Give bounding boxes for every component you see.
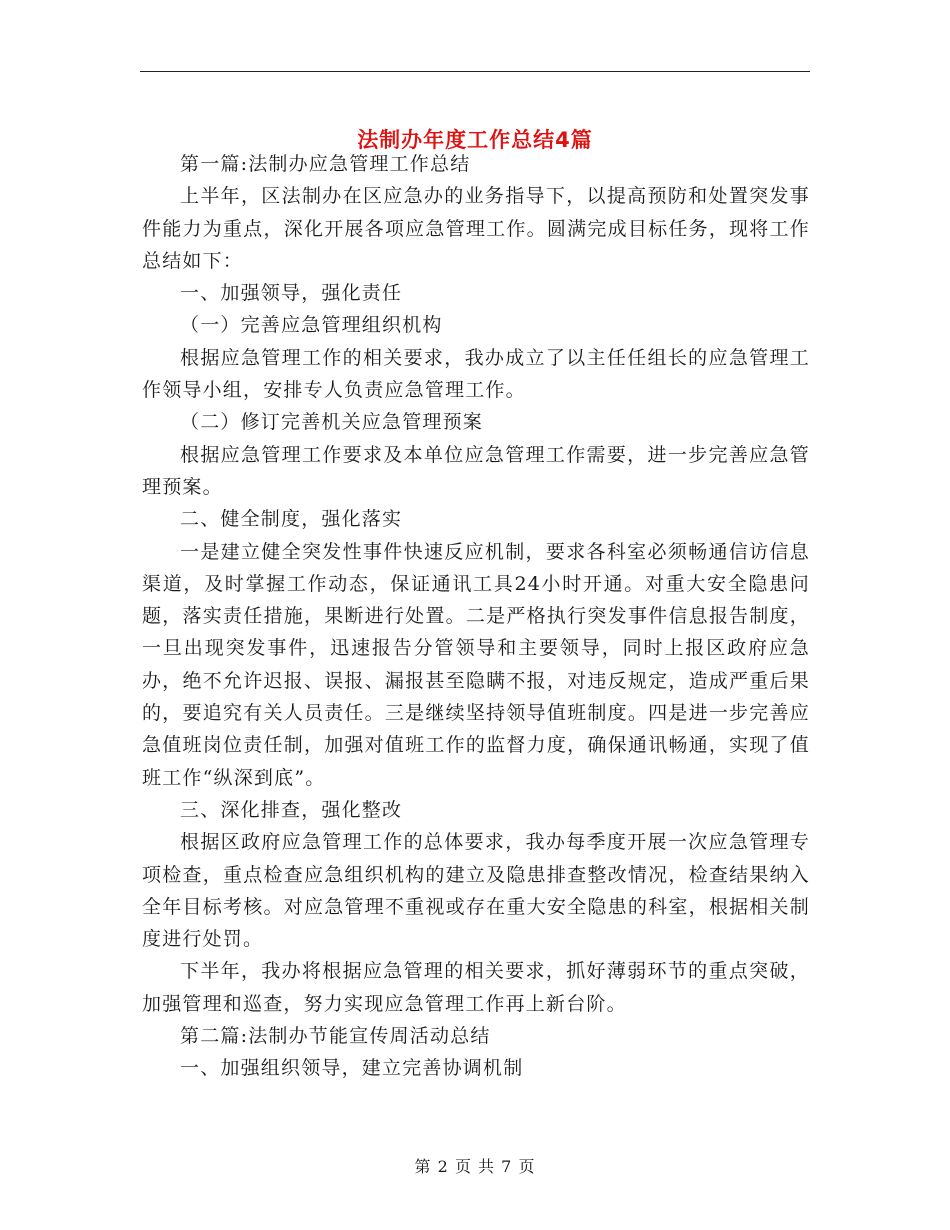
page-footer xyxy=(0,1154,950,1177)
footer-page-label: 页 xyxy=(454,1157,472,1176)
heading-2: 二、健全制度，强化落实 xyxy=(180,508,403,531)
footer-total-label: 页 xyxy=(518,1157,536,1176)
paragraph-4: 根据区政府应急管理工作的总体要求，我办每季度开展一次应急管理专项检查，重点检查应急组织机构的建立及隐患排查整改情况，检查结果纳入全年目标考核。对应急管理不重视或存在重大安全隐患的科室，根据相关制度进行处罚。 xyxy=(142,831,810,951)
intro-paragraph: 上半年，区法制办在区应急办的业务指导下，以提高预防和处置突发事件能力为重点，深化开展各项应急管理工作。圆满完成目标任务，现将工作总结如下： xyxy=(142,185,810,272)
paragraph-3: 一是建立健全突发性事件快速反应机制，要求各科室必须畅通信访信息渠道，及时掌握工作动态，保证通讯工具24小时开通。对重大安全隐患问题，落实责任措施，果断进行处置。二是严格执行突发事件信息报告制度，一旦出现突发事件，迅速报告分管领导和主要领导，同时上报区政府应急办，绝不允许迟报、误报、漏报甚至隐瞒不报，对违反规定，造成严重后果的，要追究有关人员责任。三是继续坚持领导值班制度。四是进一步完善应急值班岗位责任制，加强对值班工作的监督力度，确保通讯畅通，实现了值班工作“纵深到底”。 xyxy=(142,540,810,789)
paragraph-5: 下半年，我办将根据应急管理的相关要求，抓好薄弱环节的重点突破，加强管理和巡查，努力实现应急管理工作再上新台阶。 xyxy=(142,960,810,1015)
heading-part2-1: 一、加强组织领导，建立完善协调机制 xyxy=(180,1057,524,1080)
header-rule xyxy=(140,71,810,72)
heading-3: 三、深化排查，强化整改 xyxy=(180,798,403,821)
section-heading-part1: 第一篇:法制办应急管理工作总结 xyxy=(180,153,471,175)
paragraph-2: 根据应急管理工作要求及本单位应急管理工作需要，进一步完善应急管理预案。 xyxy=(142,443,810,498)
footer-total-prefix: 共 xyxy=(478,1157,496,1176)
subheading-2: （二）修订完善机关应急管理预案 xyxy=(180,411,484,434)
footer-page-prefix: 第 xyxy=(414,1157,432,1176)
document-title: 法制办年度工作总结4篇 xyxy=(357,128,593,153)
document-body xyxy=(142,148,810,1085)
footer-total-pages: 7 xyxy=(501,1157,513,1176)
footer-current-page: 2 xyxy=(437,1157,449,1176)
heading-1: 一、加强领导，强化责任 xyxy=(180,282,403,305)
subheading-1: （一）完善应急管理组织机构 xyxy=(180,314,443,337)
section-heading-part2: 第二篇:法制办节能宣传周活动总结 xyxy=(180,1025,491,1048)
paragraph-1: 根据应急管理工作的相关要求，我办成立了以主任任组长的应急管理工作领导小组，安排专人负责应急管理工作。 xyxy=(142,346,810,402)
